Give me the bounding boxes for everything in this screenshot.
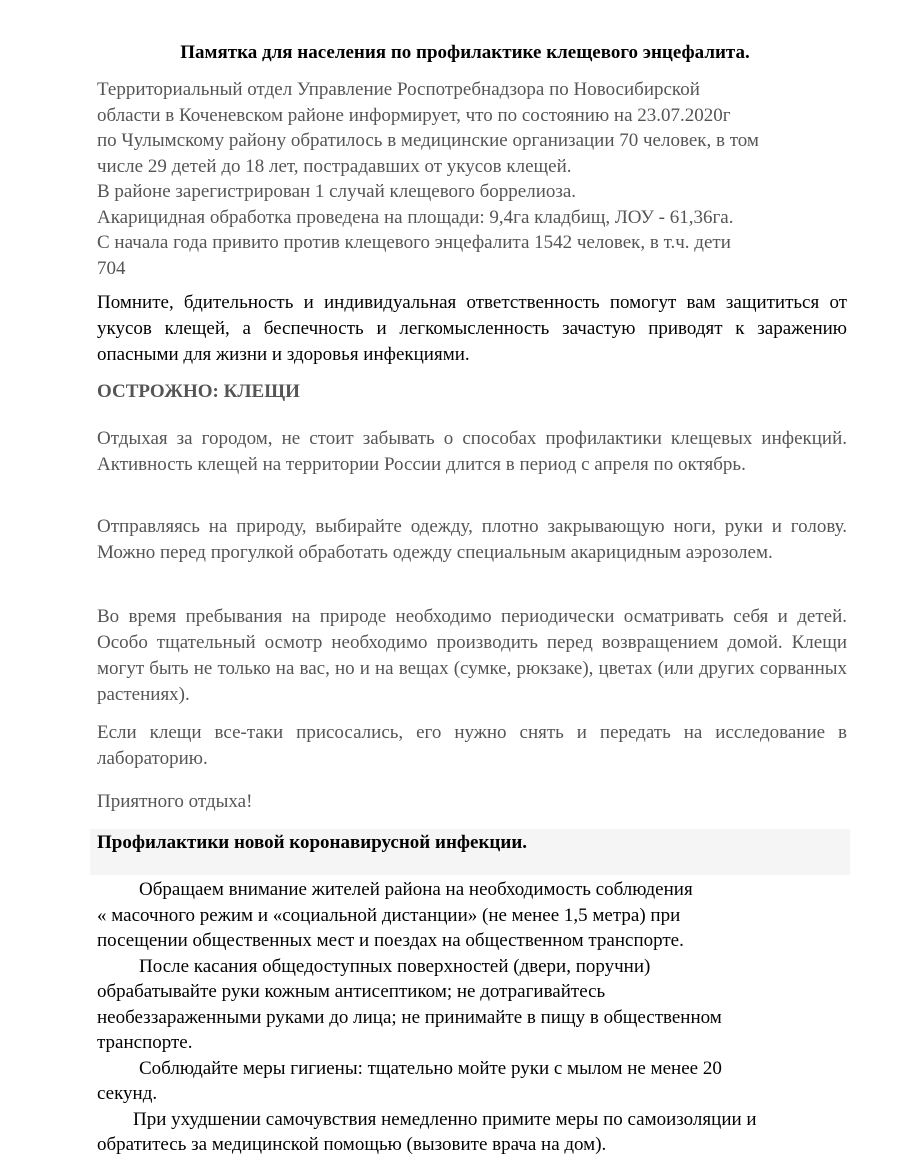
info-line: Территориальный отдел Управление Роспотребнадзора по Новосибирской (97, 79, 700, 100)
covid-line: обратитесь за медицинской помощью (вызовите врача на дом). (97, 1134, 607, 1155)
covid-block-masks (97, 877, 857, 1158)
info-line: по Чулымскому району обратилось в медицинские организации 70 человек, в том (97, 130, 759, 151)
district-info (97, 77, 857, 281)
covid-line: транспорте. (97, 1032, 193, 1053)
ticks-paragraph: Отдыхая за городом, не стоит забывать о способах профилактики клещевых инфекций. Активность клещей на территории России длится в период с апреля по октябрь. (97, 428, 847, 475)
ticks-paragraph: Во время пребывания на природе необходимо периодически осматривать себя и детей. Особо тщательный осмотр необходимо производить перед возвращением домой. Клещи могут быть не только на вас, но и на вещах (сумке, рюкзаке), цветах (или других сорванных растениях). (97, 606, 847, 705)
ticks-heading: ОСТРОЖНО: КЛЕЩИ (97, 381, 300, 402)
info-line: Акарицидная обработка проведена на площади: 9,4га кладбищ, ЛОУ - 61,36га. (97, 206, 734, 228)
info-line: В районе зарегистрирован 1 случай клещевого боррелиоза. (97, 181, 577, 202)
info-line: числе 29 детей до 18 лет, пострадавших от укусов клещей. (97, 155, 572, 177)
covid-line: необеззараженными руками до лица; не принимайте в пищу в общественном (97, 1006, 722, 1028)
covid-line: Обращаем внимание жителей района на необходимость соблюдения (139, 879, 693, 900)
covid-heading: Профилактики новой коронавирусной инфекции. (97, 832, 528, 853)
covid-line: После касания общедоступных поверхностей (двери, поручни) (139, 955, 651, 977)
info-line: 704 (97, 257, 126, 279)
warning-paragraph: Помните, бдительность и индивидуальная ответственность помогут вам защититься от укусов клещей, а беспечность и легкомысленность зачастую приводят к заражению опасными для жизни и здоровья инфекциями. (97, 292, 847, 365)
covid-line: При ухудшении самочувствия немедленно примите меры по самоизоляции и (133, 1108, 757, 1130)
info-line: области в Коченевском районе информирует, что по состоянию на 23.07.2020г (97, 104, 731, 126)
ticks-paragraph: Отправляясь на природу, выбирайте одежду, плотно закрывающую ноги, руки и голову. Можно перед прогулкой обработать одежду специальным акарицидным аэрозолем. (97, 516, 847, 563)
covid-line: секунд. (97, 1083, 158, 1104)
info-line: С начала года привито против клещевого энцефалита 1542 человек, в т.ч. дети (97, 232, 731, 253)
covid-line: Соблюдайте меры гигиены: тщательно мойте руки с мылом не менее 20 (139, 1057, 722, 1079)
covid-line: посещении общественных мест и поездах на общественном транспорте. (97, 930, 684, 951)
covid-line: обрабатывайте руки кожным антисептиком; не дотрагивайтесь (97, 981, 606, 1002)
ticks-paragraph: Если клещи все-таки присосались, его нужно снять и передать на исследование в лабораторию. (97, 722, 847, 769)
closing-line: Приятного отдыха! (97, 791, 253, 812)
document-title: Памятка для населения по профилактике клещевого энцефалита. (180, 42, 750, 63)
covid-line: « масочного режим и «социальной дистанции» (не менее 1,5 метра) при (97, 904, 681, 926)
